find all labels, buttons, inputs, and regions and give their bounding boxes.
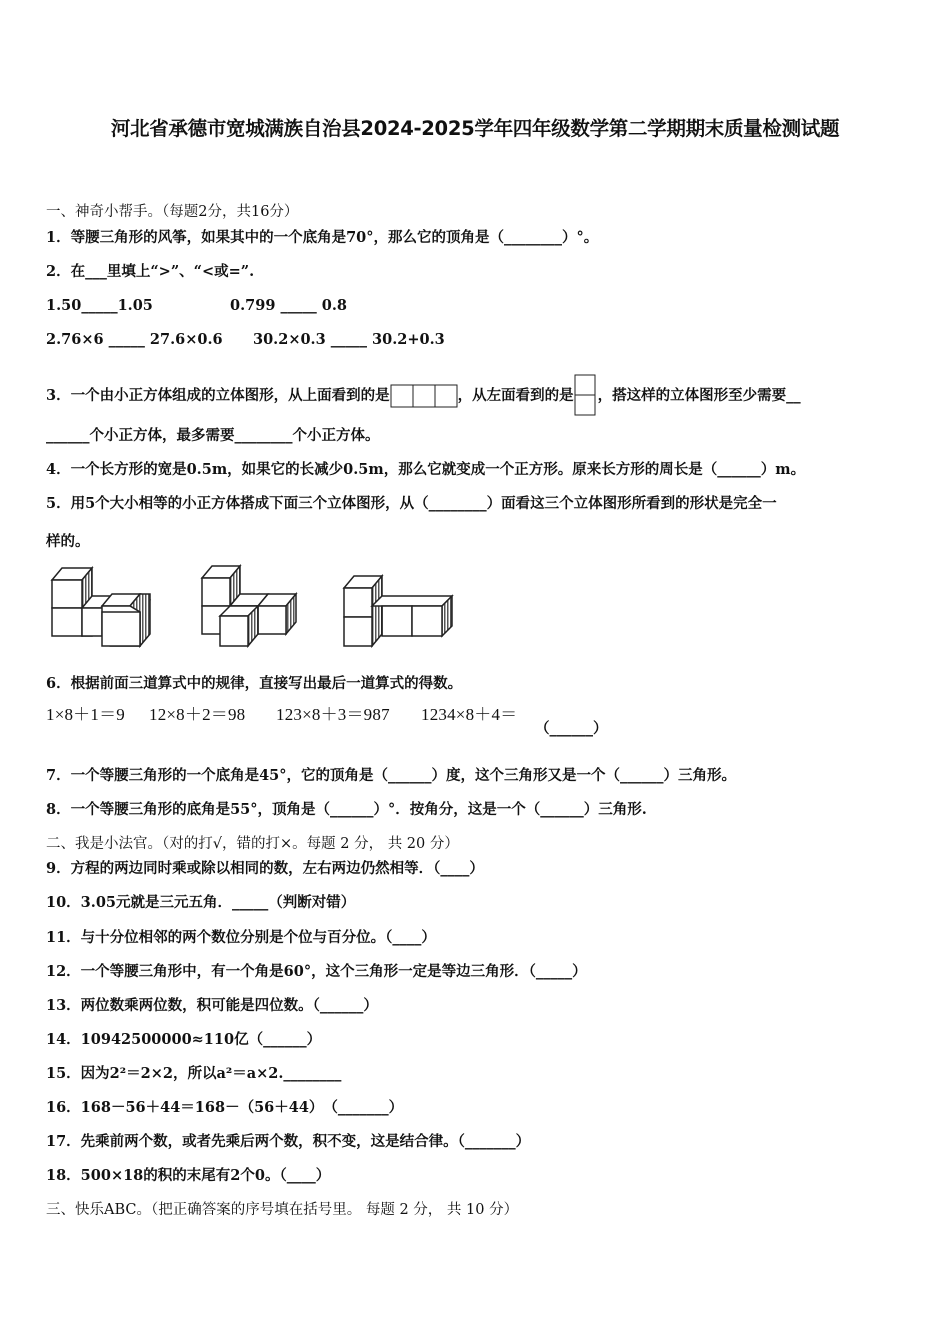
question-6: 6．根据前面三道算式中的规律，直接写出最后一道算式的得数。 — [46, 675, 463, 692]
question-6-equation-3: 123×8＋3＝987 — [276, 705, 390, 724]
left-view-figure — [574, 374, 598, 418]
question-3-line-2: ______个小正方体，最多需要________个小正方体。 — [46, 427, 380, 444]
question-18: 18．500×18的积的末尾有2个0。（____） — [46, 1167, 331, 1184]
question-11: 11．与十分位相邻的两个数位分别是个位与百分位。（____） — [46, 929, 436, 946]
question-3-text-1: 3．一个由小正方体组成的立体图形，从上面看到的是 — [46, 387, 390, 404]
question-15: 15．因为2²＝2×2，所以a²＝a×2.________ — [46, 1065, 342, 1082]
cube-figures — [46, 560, 466, 650]
cube-figure-3 — [344, 576, 452, 646]
question-10: 10．3.05元就是三元五角．_____（判断对错） — [46, 894, 356, 911]
question-8: 8．一个等腰三角形的底角是55°，顶角是（______）°．按角分，这是一个（______）三角形. — [46, 801, 647, 818]
question-3-text-2: ，从左面看到的是 — [457, 387, 574, 404]
question-2-item-b: 0.799 _____ 0.8 — [230, 297, 347, 314]
question-17: 17．先乘前两个数，或者先乘后两个数，积不变，这是结合律。（_______） — [46, 1133, 531, 1150]
top-view-figure — [390, 384, 458, 408]
question-7: 7．一个等腰三角形的一个底角是45°，它的顶角是（______）度，这个三角形又是一个（______）三角形。 — [46, 767, 737, 784]
page-title: 河北省承德市宽城满族自治县2024-2025学年四年级数学第二学期期末质量检测试题 — [110, 117, 840, 140]
section-2-heading: 二、我是小法官。（对的打√，错的打×。每题 2 分， 共 20 分） — [46, 836, 459, 852]
question-6-answer-blank: （______） — [535, 720, 608, 737]
cube-figure-1 — [52, 568, 150, 646]
question-6-equation-1: 1×8＋1＝9 — [46, 705, 125, 724]
question-2-item-d: 30.2×0.3 _____ 30.2+0.3 — [253, 331, 445, 348]
question-6-equation-2: 12×8＋2＝98 — [149, 705, 246, 724]
question-12: 12．一个等腰三角形中，有一个角是60°，这个三角形一定是等边三角形．（_____） — [46, 963, 587, 980]
question-14: 14．10942500000≈110亿（______） — [46, 1031, 322, 1048]
question-2-item-c: 2.76×6 _____ 27.6×0.6 — [46, 331, 223, 348]
question-16: 16．168－56＋44＝168－（56＋44） （_______） — [46, 1099, 404, 1116]
section-1-heading: 一、神奇小帮手。（每题2分，共16分） — [46, 204, 299, 220]
question-9: 9．方程的两边同时乘或除以相同的数，左右两边仍然相等．（____） — [46, 860, 484, 877]
question-13: 13．两位数乘两位数，积可能是四位数。（______） — [46, 997, 378, 1014]
cube-figure-2 — [202, 566, 296, 646]
question-1: 1．等腰三角形的风筝，如果其中的一个底角是70°，那么它的顶角是（________）°。 — [46, 229, 599, 246]
question-2-item-a: 1.50_____1.05 — [46, 297, 153, 314]
question-4: 4．一个长方形的宽是0.5m，如果它的长减少0.5m，那么它就变成一个正方形。原来长方形的周长是（______）m。 — [46, 461, 806, 478]
question-5: 5．用5个大小相等的小正方体搭成下面三个立体图形，从（________）面看这三个立体图形所看到的形状是完全一 — [46, 495, 777, 512]
question-2: 2．在___里填上“>”、“<或=”. — [46, 263, 255, 280]
question-3-text-3: ，搭这样的立体图形至少需要__ — [597, 387, 801, 404]
section-3-heading: 三、快乐ABC。（把正确答案的序号填在括号里。 每题 2 分， 共 10 分） — [46, 1202, 519, 1218]
question-3 — [46, 374, 801, 418]
question-5-line-2: 样的。 — [46, 533, 90, 550]
question-6-equation-4: 1234×8＋4＝ — [421, 705, 518, 724]
